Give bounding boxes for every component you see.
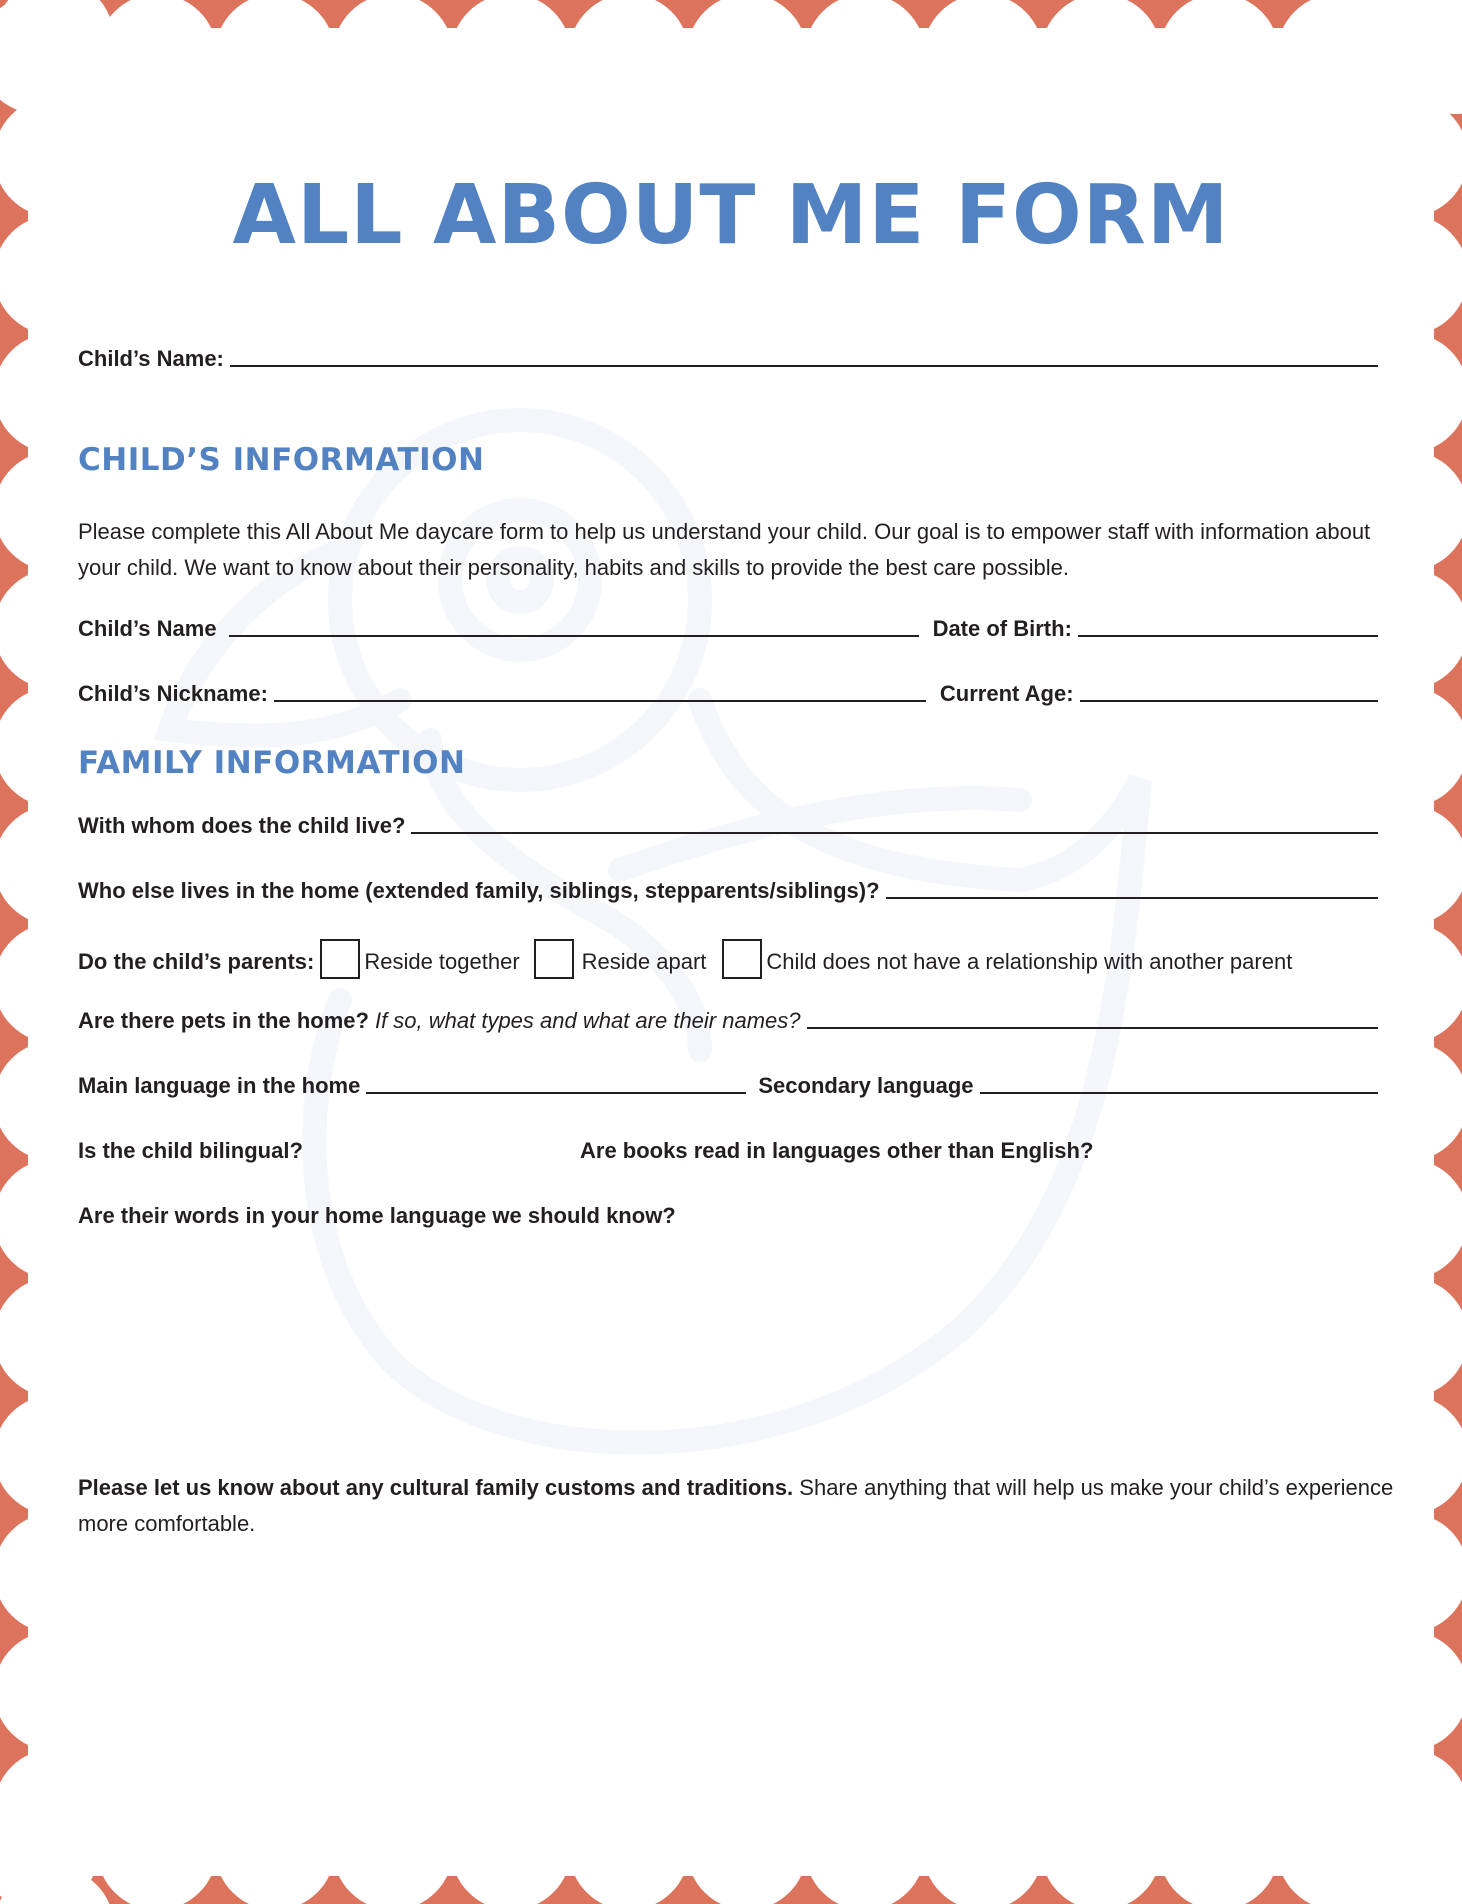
checkbox-reside-apart[interactable] [534,939,574,979]
who-else-label: Who else lives in the home (extended family, siblings, stepparents/siblings)? [78,878,880,903]
pets-row [78,1004,1378,1034]
childs-name-top-row [78,342,1378,372]
section-heading-family-info: FAMILY INFORMATION [78,745,466,781]
home-words-label: Are their words in your home language we should know? [78,1203,676,1228]
current-age-label: Current Age: [939,681,1074,706]
customs-bold-text: Please let us know about any cultural family customs and traditions. [78,1475,794,1500]
secondary-language-field[interactable] [980,1092,1378,1094]
parents-label: Do the child’s parents: [78,949,315,974]
intro-paragraph: Please complete this All About Me daycare form to help us understand your child. Our goal is to empower staff with information about your child. We want to know about their personality, habits and skills to provide the best care possible. [78,519,1371,580]
customs-paragraph [78,1470,1398,1542]
who-else-row [78,874,1378,904]
checkbox-no-relationship[interactable] [722,939,762,979]
name-dob-row [78,612,1378,642]
lives-with-field[interactable] [411,832,1378,834]
childs-nickname-field[interactable] [274,700,926,702]
main-language-field[interactable] [366,1092,746,1094]
bilingual-label: Is the child bilingual? [78,1138,303,1163]
checkbox-reside-together[interactable] [320,939,360,979]
bilingual-row [78,1134,1378,1164]
childs-name-top-field[interactable] [230,365,1378,367]
nickname-age-row [78,677,1378,707]
pets-field[interactable] [807,1027,1378,1029]
home-words-row [78,1199,1378,1229]
pets-hint: If so, what types and what are their names? [374,1008,801,1033]
option-reside-apart: Reside apart [581,949,707,974]
current-age-field[interactable] [1080,700,1378,702]
childs-name-label: Child’s Name [78,616,217,641]
form-title: ALL ABOUT ME FORM [232,168,1230,263]
option-no-relationship: Child does not have a relationship with another parent [766,949,1293,974]
language-row [78,1069,1378,1099]
books-other-language-label: Are books read in languages other than English? [580,1138,1094,1163]
secondary-language-label: Secondary language [758,1073,974,1098]
main-language-label: Main language in the home [78,1073,361,1098]
parents-row [78,939,1378,979]
date-of-birth-label: Date of Birth: [932,616,1072,641]
childs-name-top-label: Child’s Name: [78,346,224,371]
lives-with-row [78,809,1378,839]
pets-label: Are there pets in the home? [78,1008,369,1033]
who-else-field[interactable] [886,897,1378,899]
lives-with-label: With whom does the child live? [78,813,406,838]
customs-text: Share anything that will help us make your child’s experience more comfortable. [78,1475,1394,1536]
option-reside-together: Reside together [364,949,520,974]
section-heading-child-info: CHILD’S INFORMATION [78,442,485,478]
date-of-birth-field[interactable] [1078,635,1378,637]
childs-nickname-label: Child’s Nickname: [78,681,268,706]
childs-name-field[interactable] [229,635,919,637]
